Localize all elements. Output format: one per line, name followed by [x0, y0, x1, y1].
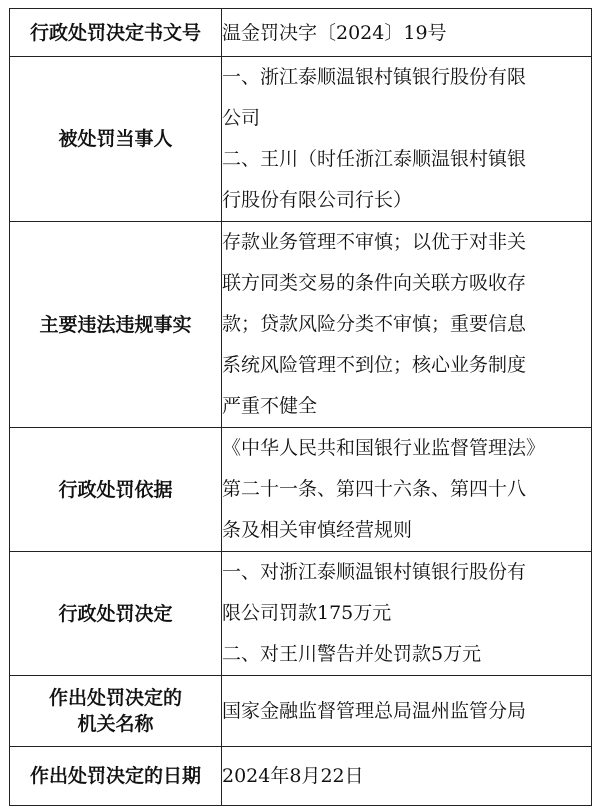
value-line: 款；贷款风险分类不审慎；重要信息	[222, 313, 527, 335]
value-legal-basis	[222, 428, 592, 552]
value-line: 限公司罚款175万元	[222, 602, 392, 624]
label-penalized-party: 被处罚当事人	[10, 57, 222, 222]
label-penalty-decision: 行政处罚决定	[10, 552, 222, 676]
table-row-decision-date	[10, 747, 592, 806]
value-penalty-decision	[222, 552, 592, 676]
value-line: 二、对王川警告并处罚款5万元	[222, 643, 482, 665]
label-decision-date: 作出处罚决定的日期	[10, 747, 222, 806]
value-line: 第二十一条、第四十六条、第四十八	[222, 478, 527, 500]
value-line: 2024年8月22日	[222, 765, 364, 787]
value-line: 二、王川（时任浙江泰顺温银村镇银	[222, 148, 527, 170]
value-issuing-authority	[222, 676, 592, 747]
penalty-info-table	[9, 8, 592, 806]
value-line: 国家金融监督管理总局温州监管分局	[222, 700, 527, 722]
value-line: 一、对浙江泰顺温银村镇银行股份有	[222, 561, 527, 583]
value-line: 条及相关审慎经营规则	[222, 519, 413, 541]
value-line: 行股份有限公司行长）	[222, 189, 413, 211]
label-issuing-authority	[10, 676, 222, 747]
table-row-violation-facts	[10, 222, 592, 428]
label-decision-number: 行政处罚决定书文号	[10, 9, 222, 57]
table-row-penalized-party	[10, 57, 592, 222]
value-line: 系统风险管理不到位；核心业务制度	[222, 354, 527, 376]
value-line: 一、浙江泰顺温银村镇银行股份有限	[222, 66, 527, 88]
value-line: 《中华人民共和国银行业监督管理法》	[222, 437, 546, 459]
value-violation-facts	[222, 222, 592, 428]
value-line: 严重不健全	[222, 395, 318, 417]
value-line: 公司	[222, 107, 261, 129]
label-line: 作出处罚决定的	[48, 687, 182, 709]
label-legal-basis: 行政处罚依据	[10, 428, 222, 552]
table-row-penalty-decision	[10, 552, 592, 676]
value-penalized-party	[222, 57, 592, 222]
table-row-issuing-authority	[10, 676, 592, 747]
value-decision-number	[222, 9, 592, 57]
table-row-decision-number	[10, 9, 592, 57]
label-line: 机关名称	[77, 713, 154, 735]
value-line: 联方同类交易的条件向关联方吸收存	[222, 272, 527, 294]
label-violation-facts: 主要违法违规事实	[10, 222, 222, 428]
value-line: 存款业务管理不审慎；以优于对非关	[222, 231, 527, 253]
table-row-legal-basis	[10, 428, 592, 552]
value-decision-date	[222, 747, 592, 806]
value-line: 温金罚决字〔2024〕19号	[222, 21, 447, 44]
